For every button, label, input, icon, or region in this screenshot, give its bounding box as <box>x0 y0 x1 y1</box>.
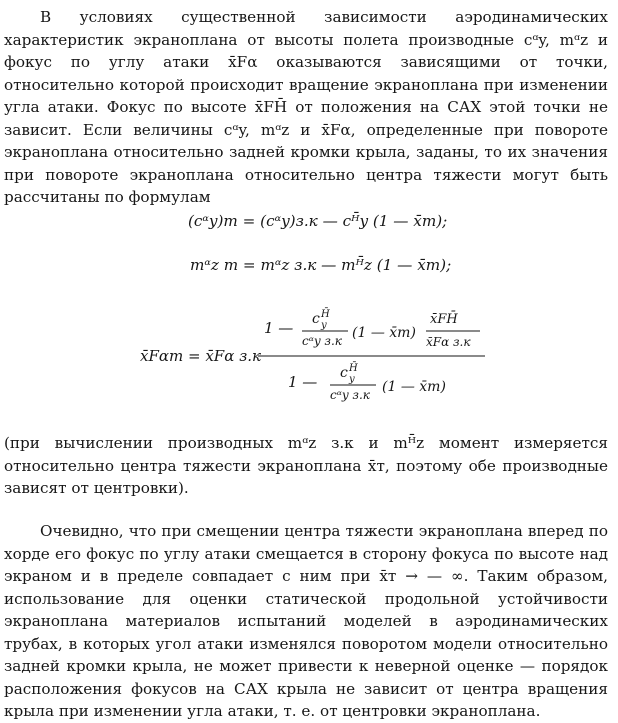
formula-moment-derivative: mᵅz т = mᵅz з.к — mᴴ̄z (1 — x̄т); <box>190 256 452 274</box>
den-c-sub: y <box>349 374 355 385</box>
den-one: 1 — <box>288 373 318 391</box>
formula-lift-derivative: (cᵅy)т = (cᵅy)з.к — cᴴ̄y (1 — x̄т); <box>188 212 448 230</box>
paragraph-conclusion: Очевидно, что при смещении центра тяжести экраноплана вперед по хорде его фокус по углу атаки смещается в сторону фокуса по высоте над экраном и в пределе совпадает с ним при x̄т → — ∞. Таким образом, использование для оценки статической продольной устойчивости экраноплана материалов испытаний моделей в аэродинамических трубах, в которых угол атаки изменялся поворотом модели относительно задней кромки крыла, не может привести к неверной оценке — порядок расположения фокусов на САХ крыла не зависит от центра вращения крыла при изменении угла атаки, т. е. от центровки экраноплана. <box>4 522 608 720</box>
num-mid: (1 — x̄т) <box>352 325 416 341</box>
den-inner-den: cᵅy з.к <box>330 388 370 402</box>
paragraph-note: (при вычислении производных mᵅz з.к и mᴴ̄z момент измеряется относительно центра тяжести экраноплана x̄т, поэтому обе производные зависят от центровки). <box>4 434 608 497</box>
num-one: 1 — <box>264 319 294 337</box>
den-mid: (1 — x̄т) <box>382 379 446 395</box>
formula-focus-svg <box>140 311 520 411</box>
num-frac-top: x̄FH̄ <box>430 312 458 327</box>
num-c-top: c <box>312 311 320 327</box>
num-c-sup: H̄ <box>321 309 330 320</box>
paragraph-intro: В условиях существенной зависимости аэродинамических характеристик экраноплана от высоты полета производные cᵅy, mᵅz и фокус по углу атаки x̄Fα оказываются зависящими от точки, относительно которой происходит вращение экраноплана при изменении угла атаки. Фокус по высоте x̄FH̄ от положения на САХ этой точки не зависит. Если величины cᵅy, mᵅz и x̄Fα, определенные при повороте экраноплана относительно задней кромки крыла, заданы, то их значения при повороте экраноплана относительно центра тяжести могут быть рассчитаны по формулам <box>4 8 608 206</box>
den-c-top: c <box>340 365 348 381</box>
den-c-sup: H̄ <box>349 363 358 374</box>
formula-focus-lhs: x̄Fαт = x̄Fα з.к <box>140 347 261 365</box>
num-frac-bottom: x̄Fα з.к <box>426 335 471 349</box>
num-c-sub: y <box>321 320 327 331</box>
num-inner-den: cᵅy з.к <box>302 334 342 348</box>
formula-focus <box>140 311 520 411</box>
